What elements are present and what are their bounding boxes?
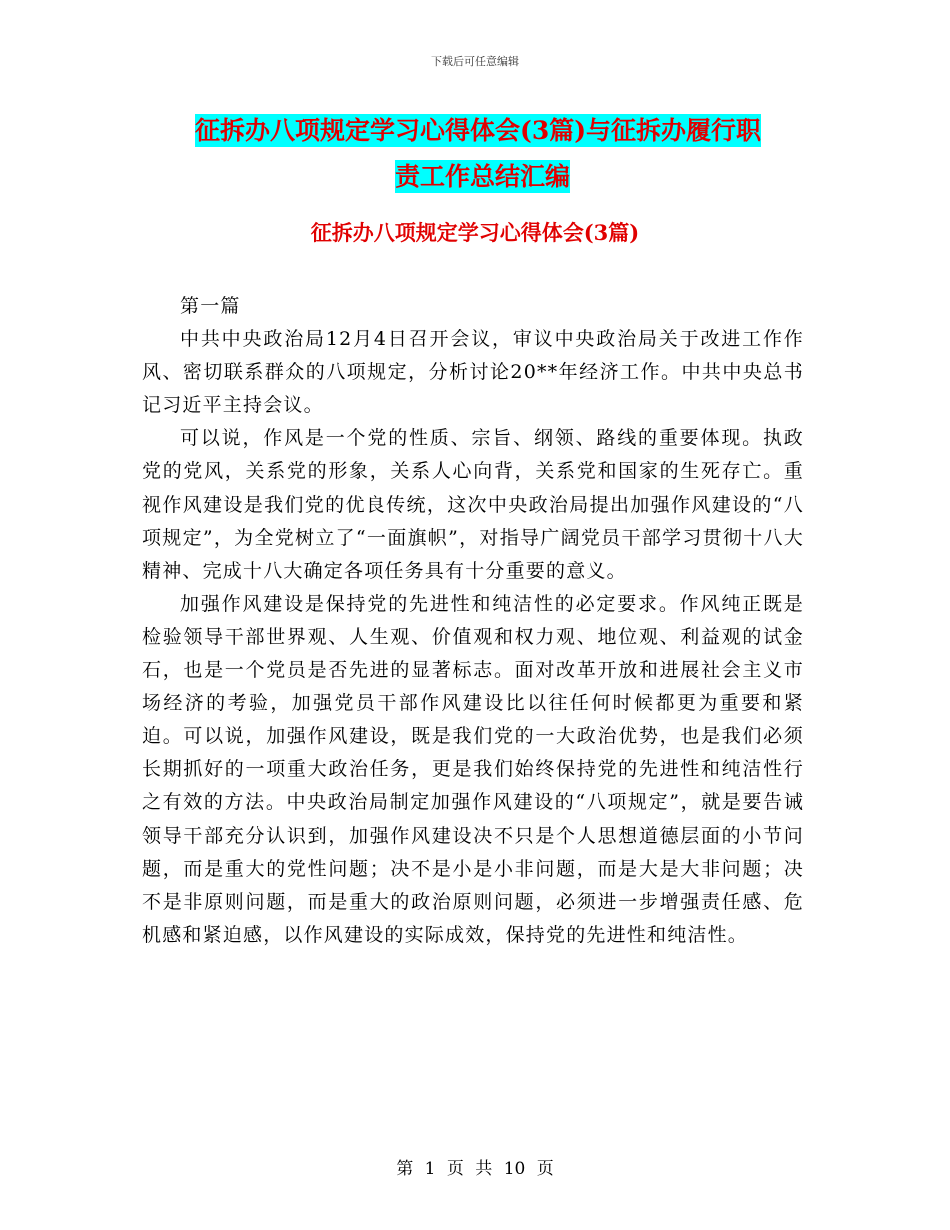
document-body	[142, 290, 804, 952]
title-line-2: 责工作总结汇编	[394, 162, 570, 191]
body-paragraph: 中共中央政治局12月4日召开会议，审议中央政治局关于改进工作作风、密切联系群众的八项规定，分析讨论20**年经济工作。中共中央总书记习近平主持会议。	[142, 328, 804, 417]
section-title: 征拆办八项规定学习心得体会(3篇)	[310, 220, 640, 245]
body-paragraph: 可以说，作风是一个党的性质、宗旨、纲领、路线的重要体现。执政党的党风，关系党的形象，关系人心向背，关系党和国家的生死存亡。重视作风建设是我们党的优良传统，这次中央政治局提出加强作风建设的“八项规定”，为全党树立了“一面旗帜”，对指导广阔党员干部学习贯彻十八大精神、完成十八大确定各项任务具有十分重要的意义。	[142, 427, 804, 582]
page-number: 第 1 页 共 10 页	[396, 1159, 554, 1179]
body-paragraph: 加强作风建设是保持党的先进性和纯洁性的必定要求。作风纯正既是检验领导干部世界观、人生观、价值观和权力观、地位观、利益观的试金石，也是一个党员是否先进的显著标志。面对改革开放和进展社会主义市场经济的考验，加强党员干部作风建设比以往任何时候都更为重要和紧迫。可以说，加强作风建设，既是我们党的一大政治优势，也是我们必须长期抓好的一项重大政治任务，更是我们始终保持党的先进性和纯洁性行之有效的方法。中央政治局制定加强作风建设的“八项规定”，就是要告诫领导干部充分认识到，加强作风建设决不只是个人思想道德层面的小节问题，而是重大的党性问题；决不是小是小非问题，而是大是大非问题；决不是非原则问题，而是重大的政治原则问题，必须进一步增强责任感、危机感和紧迫感，以作风建设的实际成效，保持党的先进性和纯洁性。	[142, 592, 804, 946]
chapter-heading: 第一篇	[180, 295, 241, 317]
header-note: 下载后可任意编辑	[431, 55, 519, 68]
title-line-1: 征拆办八项规定学习心得体会(3篇)与征拆办履行职	[195, 116, 762, 145]
document-title	[195, 108, 805, 200]
title-line-2-wrap	[195, 154, 770, 200]
